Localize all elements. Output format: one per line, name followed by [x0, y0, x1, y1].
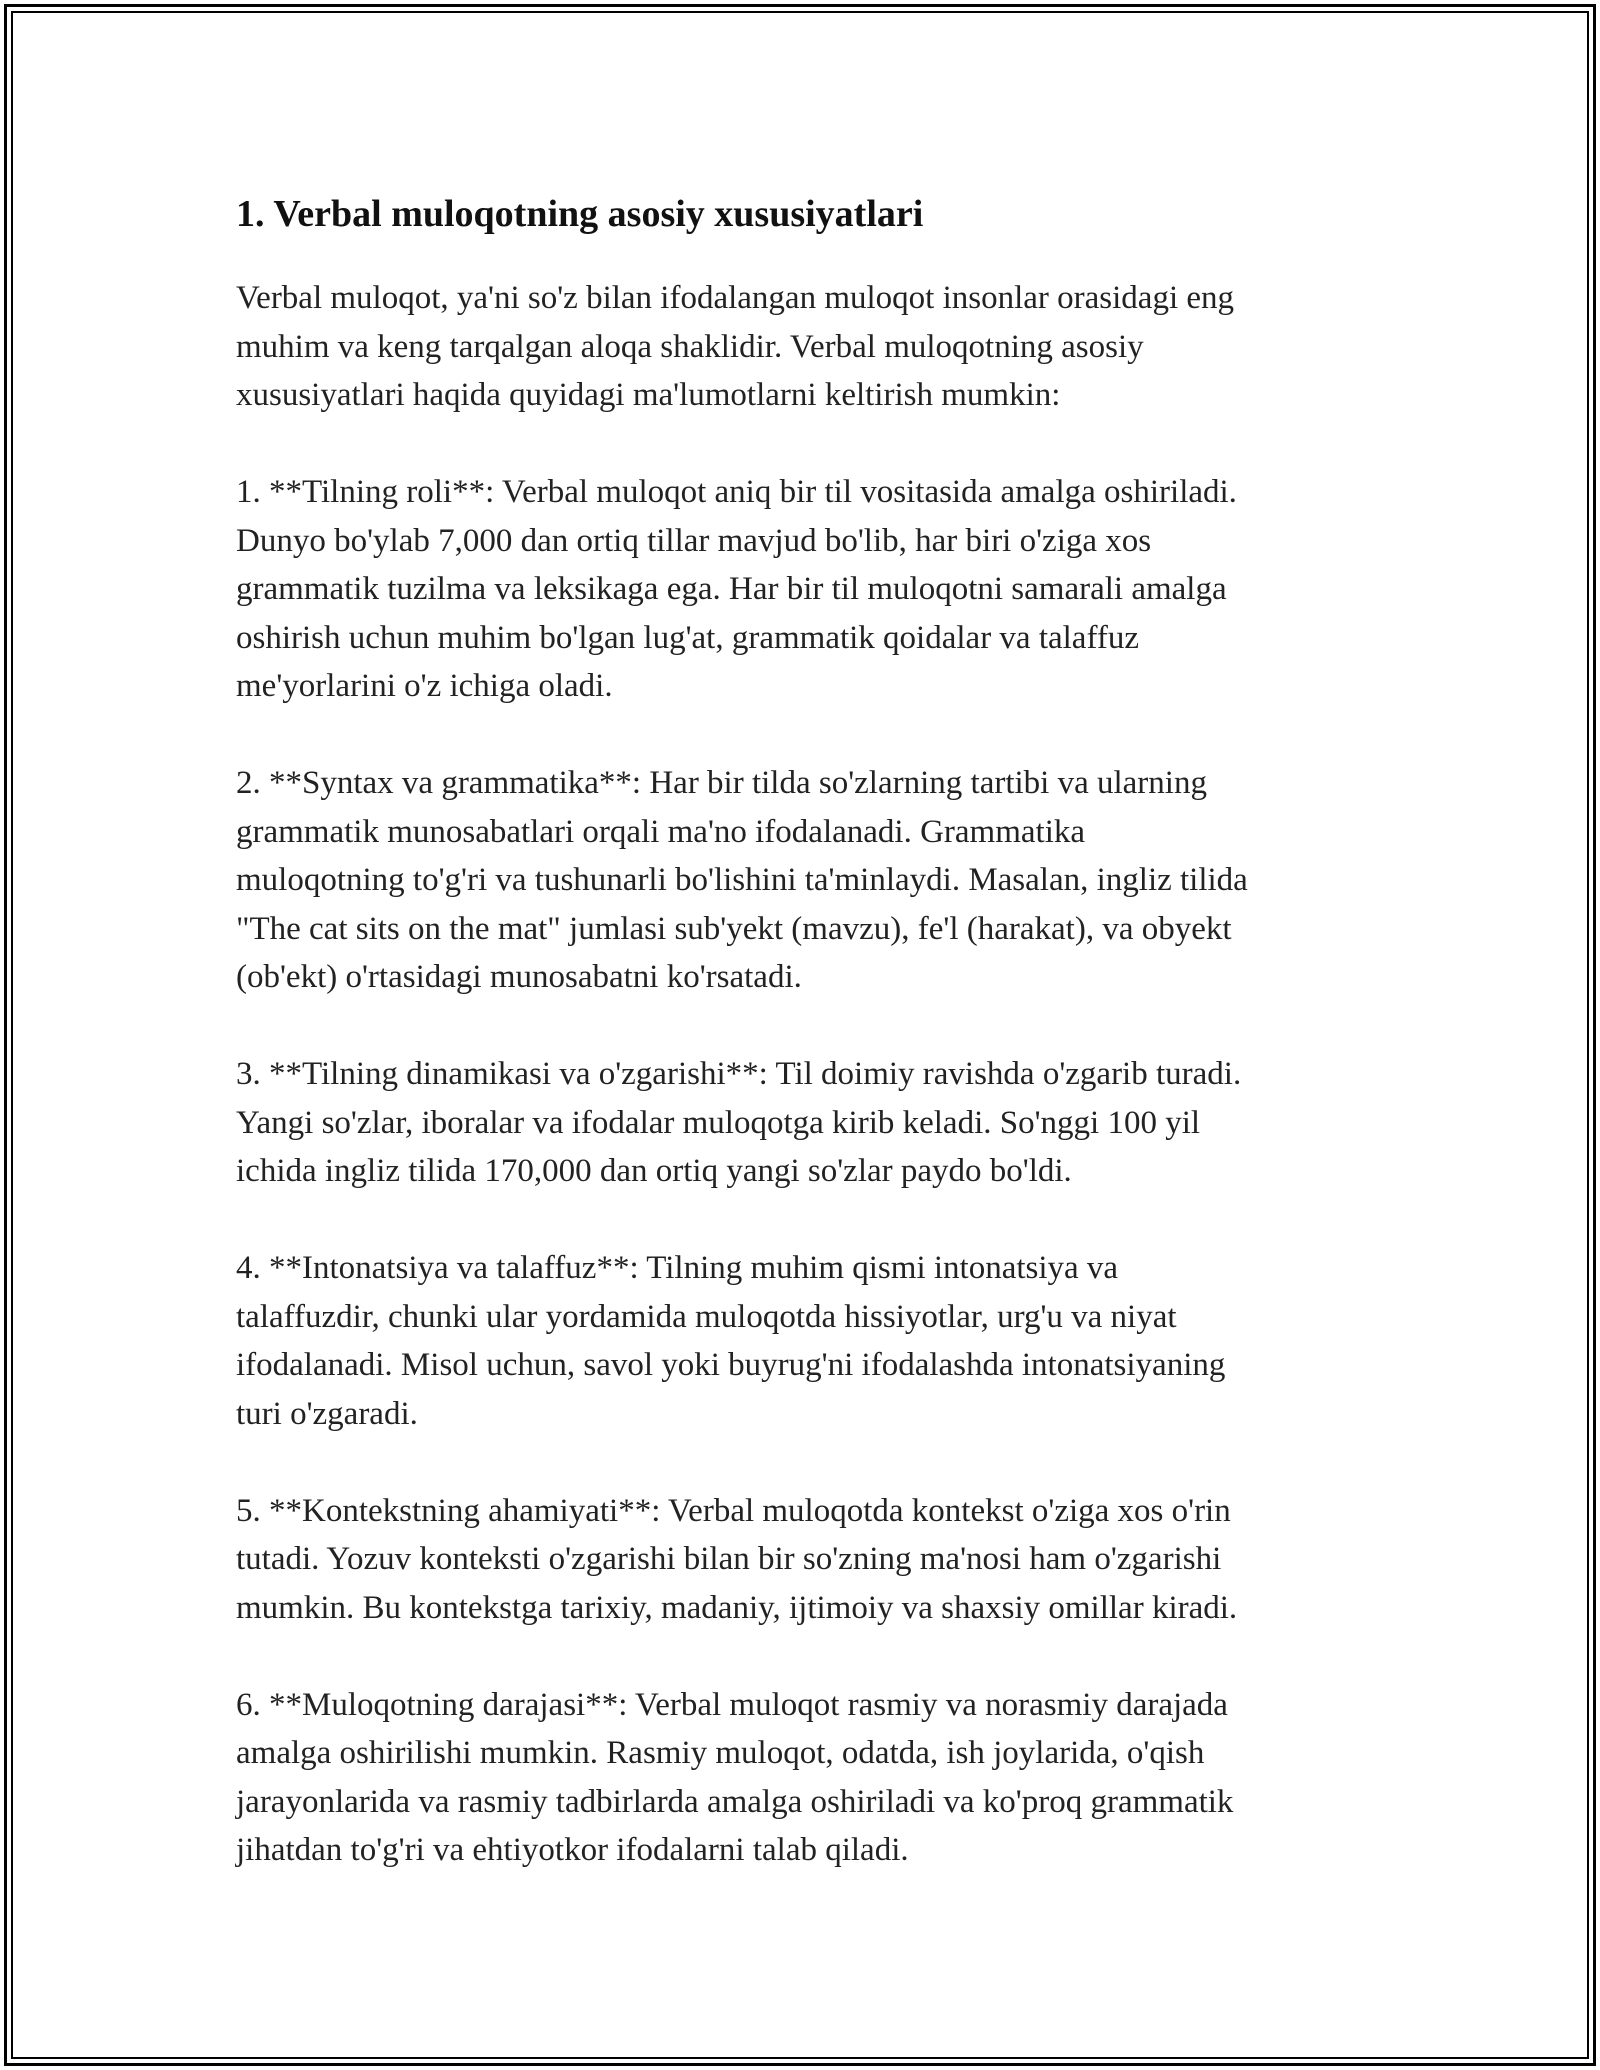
list-item-2-paragraph	[236, 759, 1376, 1002]
intro-paragraph	[236, 274, 1376, 420]
list-item-1-paragraph	[236, 468, 1376, 711]
text-line: 6. **Muloqotning darajasi**: Verbal muloqot rasmiy va norasmiy darajada	[236, 1686, 1228, 1723]
document-body	[236, 186, 1376, 1923]
text-line: 5. **Kontekstning ahamiyati**: Verbal muloqotda kontekst o'ziga xos o'rin	[236, 1492, 1231, 1529]
list-item-3-paragraph	[236, 1050, 1376, 1196]
list-item-5-paragraph	[236, 1487, 1376, 1633]
text-line: 1. **Tilning roli**: Verbal muloqot aniq bir til vositasida amalga oshiriladi.	[236, 474, 1237, 510]
text-line: Verbal muloqot, ya'ni so'z bilan ifodalangan muloqot insonlar orasidagi eng	[236, 280, 1235, 316]
text-line: oshirish uchun muhim bo'lgan lug'at, grammatik qoidalar va talaffuz	[236, 619, 1139, 656]
text-line: 2. **Syntax va grammatika**: Har bir tilda so'zlarning tartibi va ularning	[236, 765, 1207, 801]
text-line: mumkin. Bu kontekstga tarixiy, madaniy, ijtimoiy va shaxsiy omillar kiradi.	[236, 1589, 1238, 1626]
text-line: ichida ingliz tilida 170,000 dan ortiq yangi so'zlar paydo bo'ldi.	[236, 1153, 1072, 1189]
text-line: me'yorlarini o'z ichiga oladi.	[236, 668, 613, 704]
text-line: amalga oshirilishi mumkin. Rasmiy muloqot, odatda, ish joylarida, o'qish	[236, 1735, 1205, 1771]
document-title: 1. Verbal muloqotning asosiy xususiyatlari	[236, 193, 924, 235]
text-line: muhim va keng tarqalgan aloqa shaklidir. Verbal muloqotning asosiy	[236, 328, 1144, 365]
list-item-6-paragraph	[236, 1681, 1376, 1875]
text-line: 3. **Tilning dinamikasi va o'zgarishi**: Til doimiy ravishda o'zgarib turadi.	[236, 1056, 1242, 1092]
text-line: talaffuzdir, chunki ular yordamida muloqotda hissiyotlar, urg'u va niyat	[236, 1298, 1177, 1335]
text-line: jarayonlarida va rasmiy tadbirlarda amalga oshiriladi va ko'proq grammatik	[236, 1783, 1234, 1820]
text-line: Dunyo bo'ylab 7,000 dan ortiq tillar mavjud bo'lib, har biri o'ziga xos	[236, 522, 1152, 559]
list-item-4-paragraph	[236, 1244, 1376, 1438]
text-line: "The cat sits on the mat" jumlasi sub'yekt (mavzu), fe'l (harakat), va obyekt	[236, 910, 1232, 947]
text-line: 4. **Intonatsiya va talaffuz**: Tilning muhim qismi intonatsiya va	[236, 1250, 1119, 1286]
text-line: xususiyatlari haqida quyidagi ma'lumotlarni keltirish mumkin:	[236, 377, 1061, 413]
text-line: Yangi so'zlar, iboralar va ifodalar muloqotga kirib keladi. So'nggi 100 yil	[236, 1104, 1201, 1141]
text-line: jihatdan to'g'ri va ehtiyotkor ifodalarni talab qiladi.	[236, 1832, 909, 1868]
text-line: grammatik munosabatlari orqali ma'no ifodalanadi. Grammatika	[236, 813, 1086, 850]
text-line: grammatik tuzilma va leksikaga ega. Har bir til muloqotni samarali amalga	[236, 571, 1227, 607]
text-line: turi o'zgaradi.	[236, 1395, 418, 1432]
text-line: muloqotning to'g'ri va tushunarli bo'lishini ta'minlaydi. Masalan, ingliz tilida	[236, 862, 1248, 898]
text-line: (ob'ekt) o'rtasidagi munosabatni ko'rsatadi.	[236, 959, 802, 995]
text-line: tutadi. Yozuv konteksti o'zgarishi bilan bir so'zning ma'nosi ham o'zgarishi	[236, 1541, 1222, 1577]
text-line: ifodalanadi. Misol uchun, savol yoki buyrug'ni ifodalashda intonatsiyaning	[236, 1347, 1226, 1383]
